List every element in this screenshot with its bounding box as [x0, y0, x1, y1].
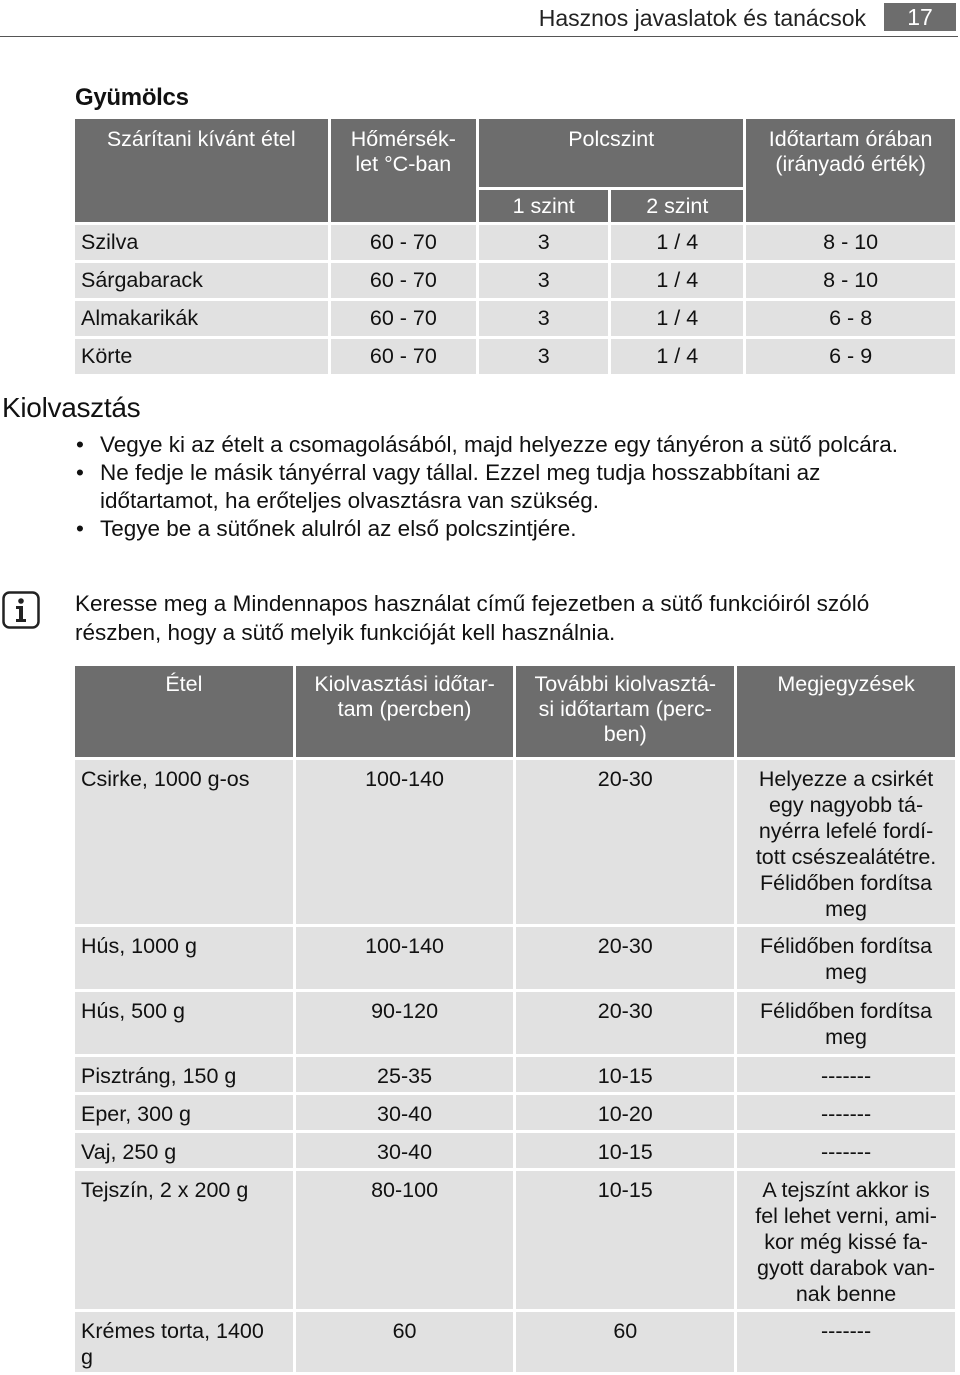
- cell-level1: 3: [479, 225, 608, 260]
- table-row: [75, 1171, 955, 1309]
- cell-time: 8 - 10: [746, 263, 955, 298]
- table-row: [75, 927, 955, 989]
- cell-food: Csirke, 1000 g-os: [75, 760, 293, 924]
- cell-defrost-time: 30-40: [296, 1095, 514, 1130]
- cell-level2: 1 / 4: [611, 225, 743, 260]
- cell-notes: Félidőben fordítsa meg: [737, 992, 955, 1054]
- cell-temp: 60 - 70: [331, 225, 477, 260]
- fruit-section-title: Gyümölcs: [75, 84, 189, 111]
- header-temperature: Hőmérsék- let °C-ban: [331, 119, 477, 222]
- cell-level1: 3: [479, 263, 608, 298]
- list-item: • Ne fedje le másik tányérral vagy tállal. Ezzel meg tudja hosszabbítani az időtartamot, ha erőteljes olvasztásra van szükség.: [74, 459, 944, 515]
- cell-extra-time: 10-20: [516, 1095, 734, 1130]
- cell-food: Tejszín, 2 x 200 g: [75, 1171, 293, 1309]
- table-row: [75, 1095, 955, 1130]
- header-defrost-time: Kiolvasztási időtar- tam (percben): [296, 666, 514, 757]
- header-notes: Megjegyzések: [737, 666, 955, 757]
- cell-notes: Helyezze a csirkét egy nagyobb tá- nyérra lefelé fordí- tott csészealátétre. Félidőben fordítsa meg: [737, 760, 955, 924]
- cell-defrost-time: 100-140: [296, 760, 514, 924]
- header-level-2: 2 szint: [611, 190, 743, 222]
- cell-level1: 3: [479, 339, 608, 374]
- cell-food: Sárgabarack: [75, 263, 328, 298]
- cell-level1: 3: [479, 301, 608, 336]
- cell-food: Szilva: [75, 225, 328, 260]
- cell-defrost-time: 80-100: [296, 1171, 514, 1309]
- header-title: Hasznos javaslatok és tanácsok: [538, 5, 866, 31]
- cell-extra-time: 20-30: [516, 992, 734, 1054]
- table-header-row: [75, 119, 955, 187]
- cell-extra-time: 10-15: [516, 1133, 734, 1168]
- cell-time: 8 - 10: [746, 225, 955, 260]
- table-row: [75, 263, 955, 298]
- cell-notes: Félidőben fordítsa meg: [737, 927, 955, 989]
- cell-notes: -------: [737, 1095, 955, 1130]
- defrost-section-title: Kiolvasztás: [2, 392, 141, 423]
- cell-extra-time: 10-15: [516, 1057, 734, 1092]
- header-level-1: 1 szint: [479, 190, 608, 222]
- cell-time: 6 - 8: [746, 301, 955, 336]
- cell-food: Pisztráng, 150 g: [75, 1057, 293, 1092]
- cell-notes: -------: [737, 1133, 955, 1168]
- cell-food: Vaj, 250 g: [75, 1133, 293, 1168]
- info-note: Keresse meg a Mindennapos használat című fejezetben a sütő funkcióiról szóló részben, hogy a sütő melyik funkcióját kell használnia.: [75, 591, 870, 645]
- cell-food: Hús, 500 g: [75, 992, 293, 1054]
- page-number: 17: [884, 3, 956, 31]
- table-row: [75, 225, 955, 260]
- defrost-table: [72, 663, 958, 1375]
- cell-notes: -------: [737, 1057, 955, 1092]
- list-item: • Vegye ki az ételt a csomagolásából, majd helyezze egy tányéron a sütő polcára.: [74, 431, 944, 459]
- table-header-row: [75, 666, 955, 757]
- table-row: [75, 1312, 955, 1372]
- fruit-drying-table: [72, 116, 958, 377]
- page-header: [0, 0, 958, 37]
- header-shelf-level: Polcszint: [479, 119, 743, 187]
- header-duration: Időtartam órában (irányadó érték): [746, 119, 955, 222]
- list-item: • Tegye be a sütőnek alulról az első polcszintjére.: [74, 515, 944, 543]
- cell-level2: 1 / 4: [611, 339, 743, 374]
- table-row: [75, 339, 955, 374]
- table-row: [75, 760, 955, 924]
- info-icon: [2, 591, 40, 629]
- cell-defrost-time: 90-120: [296, 992, 514, 1054]
- cell-extra-time: 10-15: [516, 1171, 734, 1309]
- cell-defrost-time: 25-35: [296, 1057, 514, 1092]
- cell-level2: 1 / 4: [611, 263, 743, 298]
- cell-extra-time: 60: [516, 1312, 734, 1372]
- cell-temp: 60 - 70: [331, 301, 477, 336]
- table-row: [75, 1133, 955, 1168]
- cell-temp: 60 - 70: [331, 339, 477, 374]
- cell-notes: -------: [737, 1312, 955, 1372]
- cell-food: Eper, 300 g: [75, 1095, 293, 1130]
- cell-food: Almakarikák: [75, 301, 328, 336]
- cell-extra-time: 20-30: [516, 760, 734, 924]
- header-food: Étel: [75, 666, 293, 757]
- defrost-bullet-list: [74, 431, 944, 543]
- cell-notes: A tejszínt akkor is fel lehet verni, ami- kor még kissé fa- gyott darabok van- nak benne: [737, 1171, 955, 1309]
- cell-extra-time: 20-30: [516, 927, 734, 989]
- cell-food: Körte: [75, 339, 328, 374]
- cell-defrost-time: 30-40: [296, 1133, 514, 1168]
- table-row: [75, 1057, 955, 1092]
- cell-defrost-time: 60: [296, 1312, 514, 1372]
- header-food: Szárítani kívánt étel: [75, 119, 328, 222]
- table-row: [75, 301, 955, 336]
- cell-food: Hús, 1000 g: [75, 927, 293, 989]
- table-row: [75, 992, 955, 1054]
- cell-time: 6 - 9: [746, 339, 955, 374]
- cell-defrost-time: 100-140: [296, 927, 514, 989]
- cell-food: Krémes torta, 1400 g: [75, 1312, 293, 1372]
- cell-level2: 1 / 4: [611, 301, 743, 336]
- cell-temp: 60 - 70: [331, 263, 477, 298]
- header-extra-time: További kiolvasztá- si időtartam (perc- ben): [516, 666, 734, 757]
